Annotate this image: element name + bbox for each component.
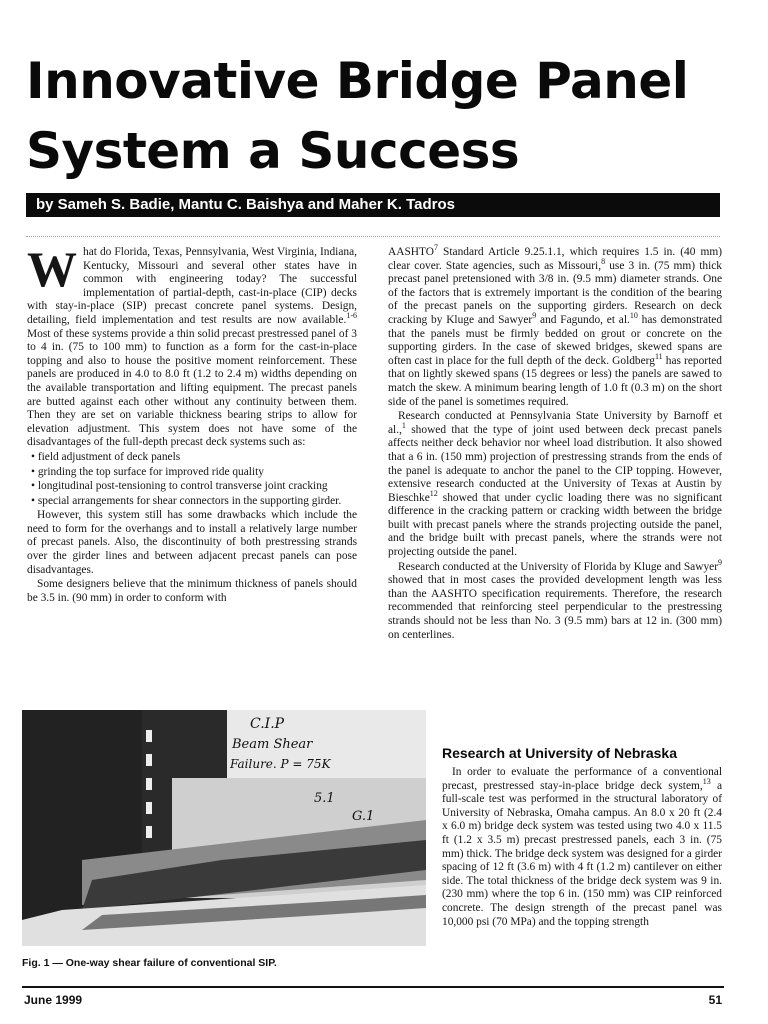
figure-photo (22, 710, 426, 946)
shear-failure-photo (22, 710, 426, 946)
drop-cap: W (27, 241, 77, 297)
page-number: 51 (708, 993, 722, 1007)
text-run: Research conducted at Pennsylvania State University by Barnoff et al., (388, 410, 722, 436)
text-run: AASHTO (388, 246, 434, 258)
right-column-lower (442, 766, 722, 930)
reference-marker: 1-6 (346, 311, 357, 321)
section-heading: Research at University of Nebraska (442, 745, 677, 761)
text-run: showed that the type of joint used between deck precast panels affects neither deck behavior nor wheel load distribution. It also showed that a 6 in. (150 mm) projection of prestressing strands from the ends of the panel is adequate to anchor the panel to the CIP topping. However, extensive research conducted at the University of Texas at Austin by Bieschke (388, 423, 722, 504)
text-run: and Fagundo, et al. (536, 313, 630, 326)
text-run: has reported that on lightly skewed spans (15 degrees or less) the panels are sawed to match the skew. A minimum bearing length of 1.0 ft (0.3 m) on the short side of the panel is sometimes required. (388, 354, 722, 408)
text-run: showed that under cyclic loading there was no significant difference in the cracking pattern or cracking width between the bridge built with precast panels where the strands projecting outside the panel, and the bridge built with precast panels, where the strands were not projecting outside the panel. (388, 491, 722, 559)
text-run: has demonstrated that the panels must be firmly bedded on grout or concrete on the supporting girders. In the case of skewed bridges, skewed spans are often cast in place for the full depth of the deck. Goldberg (388, 313, 723, 367)
paragraph-nebraska (442, 766, 722, 929)
text-run: a full-scale test was performed in the structural laboratory of University of Nebraska, Omaha campus. An 8.0 x 20 ft (2.4 x 6.0 m) bridge deck system was tested using two 4.0 x 11.5 ft (1.2 x 3.5 m) precast prestressed panels, each 3 in. (75 mm) thick. The bridge deck system was designed for a girder spacing of 12 ft (3.6 m) with 4 ft (1.2 m) cantilever on either side. The total thickness of the bridge deck system was 9 in. (230 mm) where the top 6 in. (150 mm) was CIP reinforced concrete. The design strength of the precast panel was 10,000 psi (70 MPa) and the topping strength (442, 779, 723, 928)
bullet-item: • special arrangements for shear connectors in the supporting girder. (31, 494, 342, 507)
intro-text-a: hat do Florida, Texas, Pennsylvania, West Virginia, Indiana, Kentucky, Missouri and several other states have in common with engineering today? The successful implementation of partial-depth, cast-in-place (CIP) decks with stay-in-place (SIP) precast concrete panel systems. Design, detailing, field implementation and test results are now available. (27, 246, 357, 326)
reference-marker: 11 (654, 351, 663, 361)
text-run: Standard Article 9.25.1.1, which requires 1.5 in. (40 mm) clear cover. State agencies, such as Missouri, (388, 246, 722, 272)
reference-marker: 1 (401, 420, 406, 430)
bullet-item: • field adjustment of deck panels (31, 450, 181, 463)
text-run: Research conducted at the University of Florida by Kluge and Sawyer (398, 560, 718, 573)
reference-marker: 12 (429, 488, 438, 498)
byline-text: by Sameh S. Badie, Mantu C. Baishya and Maher K. Tadros (36, 196, 455, 213)
paragraph-thickness: Some designers believe that the minimum thickness of panels should be 3.5 in. (90 mm) in order to conform with (27, 578, 357, 604)
paragraph-aashto (388, 243, 723, 409)
figure-caption: Fig. 1 — One-way shear failure of conventional SIP. (22, 957, 277, 969)
paragraph-penn-state (388, 410, 722, 560)
bullet-item: • grinding the top surface for improved ride quality (31, 465, 265, 478)
handwriting-line-1: C.I.P (250, 716, 285, 732)
intro-text-b: Most of these systems provide a thin solid precast prestressed panel of 3 to 4 in. (75 to 100 mm) to function as a form for the cast-in-place topping and also to house the positive moment reinforcement. These panels are produced in 4.0 to 8.0 ft (1.2 to 2.4 m) widths depending on the available transportation and lifting equipment. The precast panels are butted against each other without any continuity between them. Then they are set on variable thickness bearing strips to allow for elevation adjustment. This system does not have some of the disadvantages of the full-depth precast deck systems such as: (27, 327, 357, 449)
paragraph-intro (27, 241, 357, 450)
handwriting-line-3: Failure. P = 75K (230, 757, 331, 771)
reference-marker: 9 (532, 311, 537, 321)
text-run: use 3 in. (75 mm) thick precast panel pretensioned with 3/8 in. (9.5 mm) diameter strands. One of the factors that is extremely important is the condition of the bearing of the precast panels on the supporting girders. Research on deck cracking by Kluge and Sawyer (388, 259, 722, 326)
paragraph-drawbacks: However, this system still has some drawbacks which include the need to form for the overhangs and to install a relatively large number of precast panels. Also, the discontinuity of both prestressing strands over the girder lines and between adjacent precast panels can pose disadvantages. (27, 509, 357, 576)
left-column (27, 241, 357, 606)
reference-marker: 9 (718, 557, 722, 567)
text-run: In order to evaluate the performance of a conventional precast, prestressed stay-in-place bridge deck system, (442, 766, 722, 792)
byline-bar (26, 193, 720, 217)
handwriting-line-2: Beam Shear (232, 737, 313, 752)
handwriting-mark-2: G.1 (352, 809, 375, 824)
divider-rule (26, 236, 720, 237)
handwriting-mark-1: 5.1 (314, 791, 335, 806)
article-title-line-1: Innovative Bridge Panel (26, 52, 689, 110)
paragraph-florida (388, 557, 722, 643)
reference-marker: 10 (629, 311, 638, 321)
footer-rule (22, 986, 724, 988)
article-title-line-2: System a Success (26, 122, 520, 180)
right-column (388, 243, 723, 643)
issue-date: June 1999 (24, 993, 83, 1007)
reference-marker: 13 (702, 776, 711, 786)
text-run: showed that in most cases the provided development length was less than the AASHTO specification requirements. Therefore, the research recommended that reinforcing steel perpendicular to the prestressing strands should not be less than No. 3 (9.5 mm) bars at 12 in. (300 mm) on centerlines. (388, 574, 722, 641)
bullet-item: • longitudinal post-tensioning to control transverse joint cracking (31, 480, 328, 493)
reference-marker: 8 (601, 256, 606, 266)
reference-marker: 7 (434, 243, 438, 253)
